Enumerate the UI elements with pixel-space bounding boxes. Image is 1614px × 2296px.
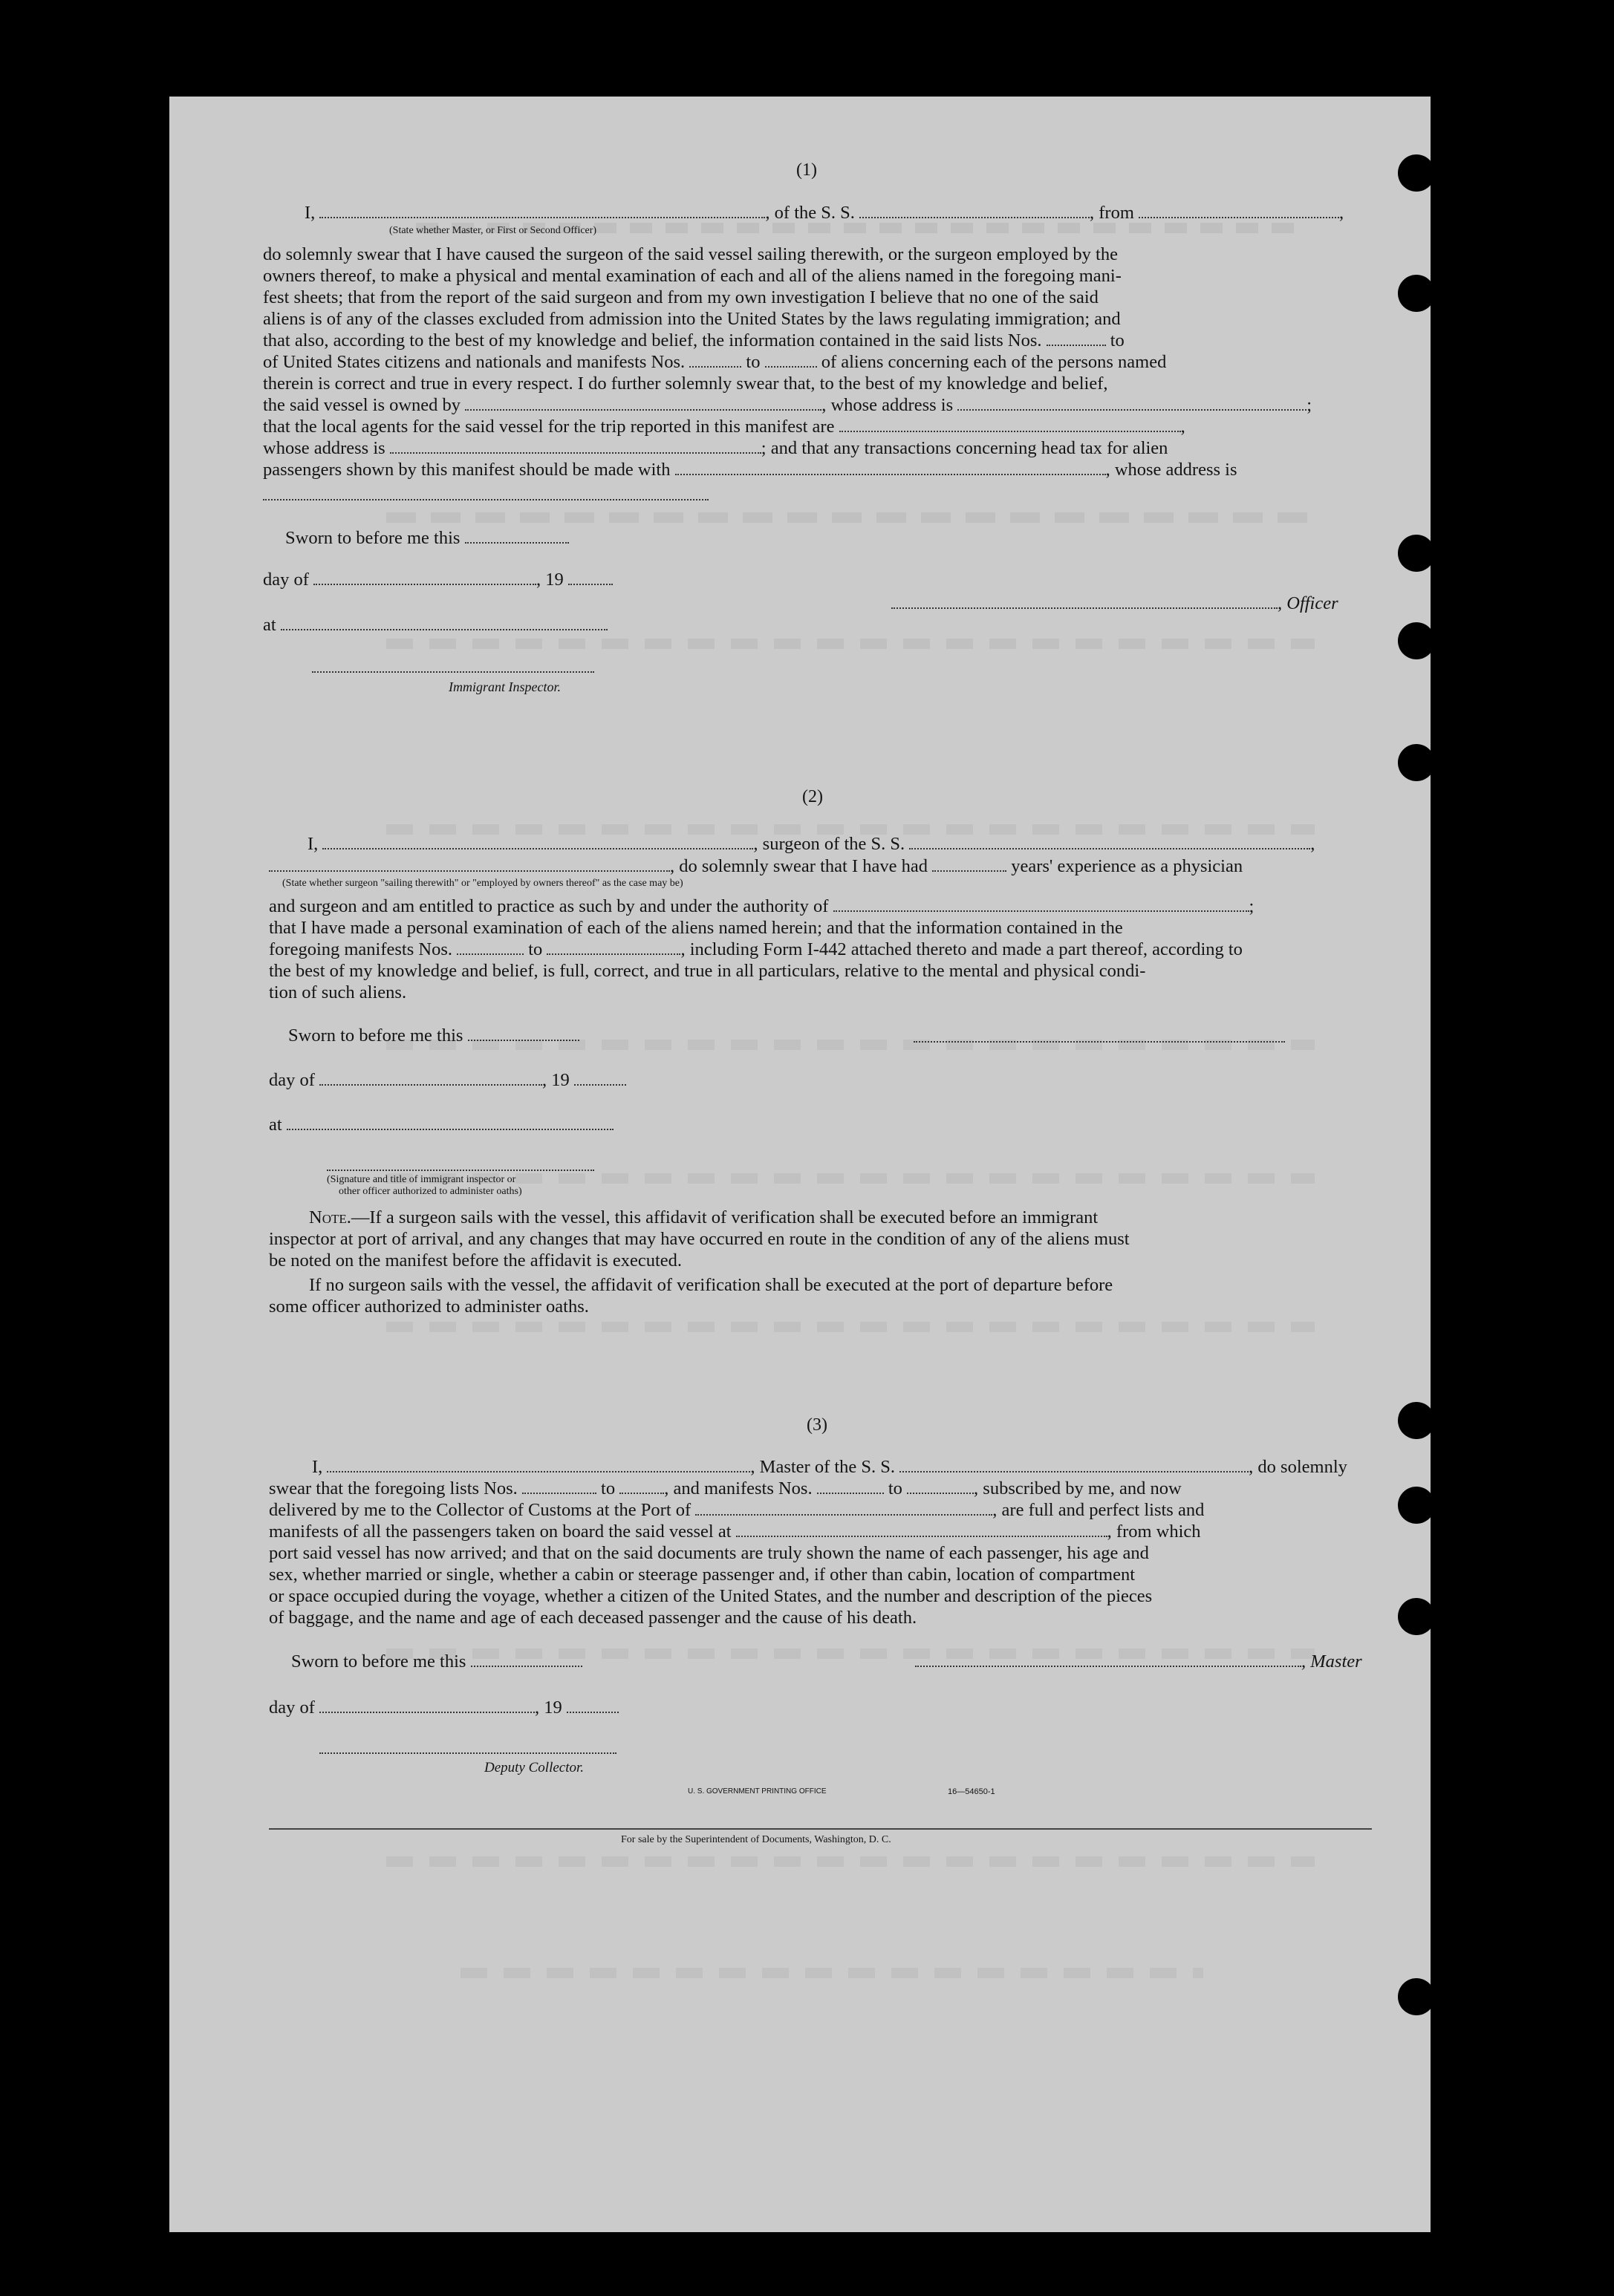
section-1-line: owners thereof, to make a physical and mental examination of each and all of the aliens named in the foregoing mani- bbox=[263, 266, 1122, 286]
master-name-field[interactable] bbox=[327, 1458, 750, 1472]
master-day-field[interactable] bbox=[319, 1698, 535, 1713]
punch-hole bbox=[1398, 744, 1435, 781]
section-3-line: port said vessel has now arrived; and that on the said documents are truly shown the name of each passenger, his age and bbox=[269, 1543, 1149, 1563]
section-2-line: that I have made a personal examination of each of the aliens named herein; and that the information contained in the bbox=[269, 918, 1123, 938]
surgeon-ship-field[interactable] bbox=[909, 835, 1310, 849]
master-signature-field[interactable] bbox=[915, 1652, 1301, 1667]
section-3-line: of baggage, and the name and age of each deceased passenger and the cause of his death. bbox=[269, 1608, 917, 1628]
section-3-line-2: swear that the foregoing lists Nos. to , and manifests Nos. to , subscribed by me, and now bbox=[269, 1478, 1182, 1498]
departure-port-field[interactable] bbox=[1139, 203, 1339, 218]
section-3-day: day of , 19 bbox=[269, 1697, 619, 1719]
surgeon-manifests-to-field[interactable] bbox=[547, 940, 680, 955]
section-1-line: of United States citizens and nationals and manifests Nos. to of aliens concerning each of the persons named bbox=[263, 352, 1167, 372]
master-sworn-date-field[interactable] bbox=[471, 1652, 582, 1667]
officer-signature-line: , Officer bbox=[891, 593, 1338, 615]
section-2-signature-line[interactable] bbox=[327, 1170, 594, 1171]
section-2-line: tion of such aliens. bbox=[269, 982, 407, 1002]
punch-hole bbox=[1398, 154, 1435, 192]
head-tax-contact-field[interactable] bbox=[675, 460, 1106, 475]
note-2-line: some officer authorized to administer oaths. bbox=[269, 1297, 589, 1317]
authority-field[interactable] bbox=[833, 897, 1249, 912]
owner-address-field[interactable] bbox=[957, 396, 1307, 411]
punch-hole bbox=[1398, 1402, 1435, 1439]
master-manifests-to-field[interactable] bbox=[907, 1479, 974, 1494]
form-code: 16—54650-1 bbox=[948, 1787, 995, 1796]
master-manifests-from-field[interactable] bbox=[817, 1479, 884, 1494]
section-1-line: whose address is ; and that any transactions concerning head tax for alien bbox=[263, 438, 1168, 458]
section-2-number: (2) bbox=[802, 787, 823, 806]
section-3-line-3: delivered by me to the Collector of Customs at the Port of , are full and perfect lists and bbox=[269, 1500, 1205, 1520]
note-line: be noted on the manifest before the affidavit is executed. bbox=[269, 1250, 683, 1271]
signature-hint-2: other officer authorized to administer oaths) bbox=[339, 1186, 522, 1197]
section-2-at: at bbox=[269, 1114, 614, 1136]
section-1-at: at bbox=[263, 614, 608, 636]
boarding-port-field[interactable] bbox=[736, 1522, 1107, 1537]
surgeon-signature-line[interactable] bbox=[914, 1041, 1285, 1043]
section-3-number: (3) bbox=[807, 1415, 827, 1435]
section-3-line-4: manifests of all the passengers taken on board the said vessel at , from which bbox=[269, 1522, 1201, 1542]
section-1-line: the said vessel is owned by , whose address is ; bbox=[263, 395, 1312, 415]
deputy-signature-line[interactable] bbox=[319, 1752, 616, 1754]
surgeon-year-field[interactable] bbox=[574, 1071, 626, 1086]
section-1-line: that also, according to the best of my knowledge and belief, the information contained in the said lists Nos. to bbox=[263, 330, 1125, 350]
agents-address-field[interactable] bbox=[390, 439, 761, 454]
manifests-to-field[interactable] bbox=[765, 353, 817, 368]
punch-hole bbox=[1398, 622, 1435, 659]
sworn-date-field[interactable] bbox=[465, 529, 569, 544]
section-3-line-1: I, , Master of the S. S. , do solemnly bbox=[312, 1457, 1347, 1477]
punch-hole bbox=[1398, 1487, 1435, 1524]
master-lists-from-field[interactable] bbox=[522, 1479, 596, 1494]
ship-name-field[interactable] bbox=[859, 203, 1090, 218]
section-2-line: and surgeon and am entitled to practice as such by and under the authority of ; bbox=[269, 896, 1255, 916]
officer-signature-field[interactable] bbox=[891, 594, 1278, 609]
section-3-line: or space occupied during the voyage, whether a citizen of the United States, and the number and description of the pieces bbox=[269, 1586, 1153, 1606]
section-2-day: day of , 19 bbox=[269, 1069, 626, 1092]
punch-hole bbox=[1398, 535, 1435, 572]
master-signature-line: , Master bbox=[915, 1651, 1362, 1673]
surgeon-manifests-from-field[interactable] bbox=[457, 940, 524, 955]
owner-field[interactable] bbox=[465, 396, 821, 411]
note-2-line: If no surgeon sails with the vessel, the affidavit of verification shall be executed at the port of departure before bbox=[309, 1275, 1113, 1295]
surgeon-sworn-date-field[interactable] bbox=[468, 1026, 579, 1041]
note-line: inspector at port of arrival, and any changes that may have occurred en route in the condition of any of the aliens must bbox=[269, 1229, 1130, 1249]
surgeon-name-field[interactable] bbox=[322, 835, 753, 849]
section-2-line-1: I, , surgeon of the S. S. , bbox=[307, 834, 1315, 854]
surgeon-day-field[interactable] bbox=[319, 1071, 542, 1086]
year-field[interactable] bbox=[568, 570, 613, 585]
manifests-from-field[interactable] bbox=[689, 353, 741, 368]
sale-note: For sale by the Superintendent of Documents, Washington, D. C. bbox=[621, 1834, 891, 1845]
section-1-line: passengers shown by this manifest should be made with , whose address is bbox=[263, 460, 1237, 480]
section-3-line: sex, whether married or single, whether a cabin or steerage passenger and, if other than cabin, location of compartment bbox=[269, 1565, 1136, 1585]
surgeon-status-field[interactable] bbox=[269, 857, 670, 872]
section-1-day: day of , 19 bbox=[263, 569, 613, 591]
signature-hint-1: (Signature and title of immigrant inspector or bbox=[327, 1174, 516, 1185]
section-2-line-2: , do solemnly swear that I have had years' experience as a physician bbox=[269, 855, 1243, 878]
at-place-field[interactable] bbox=[281, 616, 608, 630]
section-3-sworn: Sworn to before me this bbox=[291, 1651, 582, 1673]
section-2-line: the best of my knowledge and belief, is full, correct, and true in all particulars, relative to the mental and physical condi- bbox=[269, 961, 1146, 981]
day-of-field[interactable] bbox=[313, 570, 536, 585]
section-1-line: that the local agents for the said vessel for the trip reported in this manifest are , bbox=[263, 417, 1185, 437]
officer-hint: (State whether Master, or First or Second Officer) bbox=[389, 225, 597, 236]
master-ship-field[interactable] bbox=[899, 1458, 1249, 1472]
lists-from-field[interactable] bbox=[1047, 331, 1106, 346]
master-lists-to-field[interactable] bbox=[619, 1479, 664, 1494]
section-1-line: aliens is of any of the classes excluded from admission into the United States by the laws regulating immigration; and bbox=[263, 309, 1121, 329]
section-1-line: fest sheets; that from the report of the said surgeon and from my own investigation I believe that no one of the said bbox=[263, 287, 1099, 307]
section-1-line: therein is correct and true in every respect. I do further solemnly swear that, to the best of my knowledge and belief, bbox=[263, 374, 1108, 394]
arrival-port-field[interactable] bbox=[695, 1501, 992, 1516]
punch-hole bbox=[1398, 1598, 1435, 1635]
punch-hole bbox=[1398, 1978, 1435, 2015]
section-1-sworn: Sworn to before me this bbox=[285, 527, 569, 549]
surgeon-at-place-field[interactable] bbox=[287, 1115, 614, 1130]
officer-rank-field[interactable] bbox=[319, 203, 765, 218]
footer-rule bbox=[269, 1828, 1372, 1830]
section-2-line: foregoing manifests Nos. to , including Form I-442 attached thereto and made a part thereof, according to bbox=[269, 939, 1243, 959]
section-1-number: (1) bbox=[796, 160, 817, 180]
section-1-oath-line: I, , of the S. S. , from , bbox=[305, 203, 1344, 223]
local-agents-field[interactable] bbox=[839, 417, 1181, 432]
inspector-signature-line[interactable] bbox=[312, 671, 594, 673]
address-continuation-line[interactable] bbox=[263, 499, 709, 500]
printing-office-label: U. S. GOVERNMENT PRINTING OFFICE bbox=[688, 1787, 827, 1796]
section-2-sworn: Sworn to before me this bbox=[288, 1025, 579, 1047]
master-year-field[interactable] bbox=[567, 1698, 619, 1713]
section-1-line: do solemnly swear that I have caused the surgeon of the said vessel sailing therewith, or the surgeon employed by the bbox=[263, 244, 1118, 264]
years-experience-field[interactable] bbox=[932, 857, 1006, 872]
punch-hole bbox=[1398, 275, 1435, 312]
deputy-collector-label: Deputy Collector. bbox=[484, 1760, 585, 1775]
note-paragraph: Note.—If a surgeon sails with the vessel, this affidavit of verification shall be executed before an immigrant bbox=[309, 1207, 1099, 1227]
immigrant-inspector-label: Immigrant Inspector. bbox=[449, 679, 561, 694]
surgeon-hint: (State whether surgeon "sailing therewith" or "employed by owners thereof" as the case may be) bbox=[282, 878, 683, 889]
